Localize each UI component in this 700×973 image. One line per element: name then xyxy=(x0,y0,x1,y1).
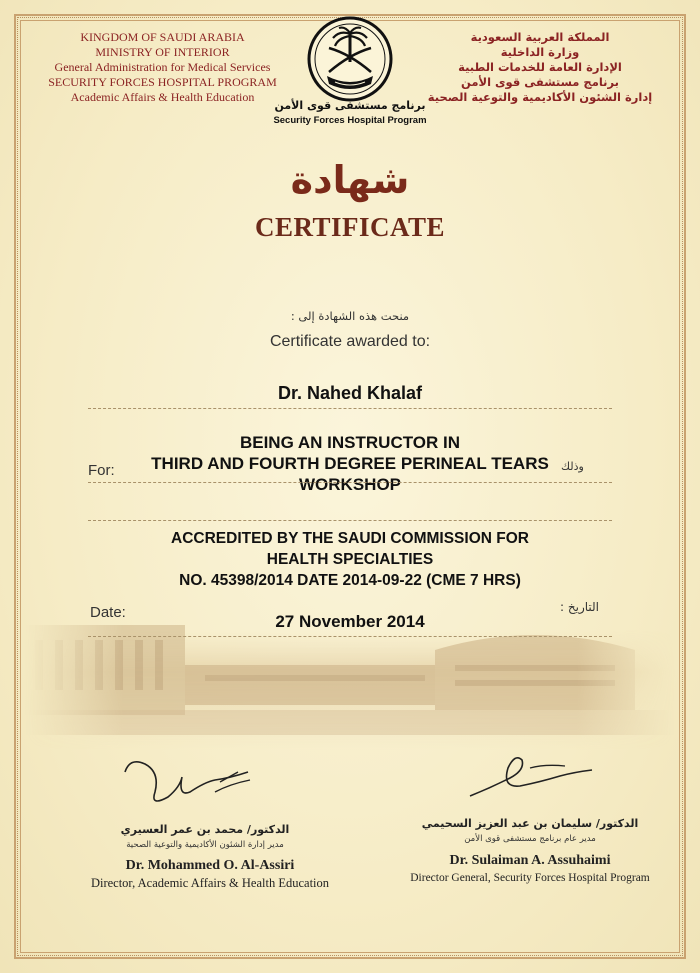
awarded-to-english: Certificate awarded to: xyxy=(269,333,431,350)
awarded-to-arabic: منحت هذه الشهادة إلى : xyxy=(290,309,410,323)
purpose-dotted-line xyxy=(88,520,612,521)
left-signature-icon xyxy=(120,752,260,812)
title-arabic: شهادة xyxy=(290,158,410,202)
for-dotted-line xyxy=(88,482,612,483)
for-label-arabic: وذلك xyxy=(561,460,584,473)
right-signatory-name: Dr. Sulaiman A. Assuhaimi xyxy=(449,853,611,868)
header-en-line3: General Administration for Medical Services xyxy=(54,60,271,74)
header-ar-line1: المملكة العربية السعودية xyxy=(470,30,610,44)
emblem-caption-english: Security Forces Hospital Program xyxy=(273,115,427,126)
left-signatory-name: Dr. Mohammed O. Al-Assiri xyxy=(125,858,295,873)
english-header xyxy=(35,30,290,105)
right-signatory-name-arabic: الدكتور/ سليمان بن عبد العزيز السحيمي xyxy=(421,817,639,830)
date-label-arabic: التاريخ : xyxy=(560,600,600,614)
accreditation-line3: NO. 45398/2014 DATE 2014-09-22 (CME 7 HRS) xyxy=(179,572,521,589)
date-label: Date: xyxy=(90,604,126,621)
purpose-line1: BEING AN INSTRUCTOR IN xyxy=(239,433,461,452)
for-label: For: xyxy=(88,462,115,479)
header-ar-line2: وزارة الداخلية xyxy=(500,45,580,59)
date-value: 27 November 2014 xyxy=(275,612,425,631)
header-en-line4: SECURITY FORCES HOSPITAL PROGRAM xyxy=(48,75,277,89)
right-signatory-title: Director General, Security Forces Hospital Program xyxy=(410,872,650,884)
purpose-text xyxy=(100,432,600,495)
recipient-dotted-line xyxy=(88,408,612,409)
purpose-line3: WORKSHOP xyxy=(299,475,401,494)
accreditation-line1: ACCREDITED BY THE SAUDI COMMISSION FOR xyxy=(171,530,529,547)
left-signatory-name-arabic: الدكتور/ محمد بن عمر العسيري xyxy=(120,823,290,836)
header-en-line1: KINGDOM OF SAUDI ARABIA xyxy=(80,30,245,44)
header-ar-line4: برنامج مستشفى قوى الأمن xyxy=(461,75,619,89)
accreditation-line2: HEALTH SPECIALTIES xyxy=(266,551,434,568)
right-signature-icon xyxy=(460,748,600,803)
recipient-name: Dr. Nahed Khalaf xyxy=(277,383,423,403)
arabic-header xyxy=(415,30,665,105)
hospital-building-image xyxy=(25,610,675,770)
date-dotted-line xyxy=(88,636,612,637)
left-signatory-title: Director, Academic Affairs & Health Education xyxy=(90,876,330,890)
emblem-caption-arabic: برنامج مستشفى قوى الأمن xyxy=(274,99,426,112)
left-signatory-title-arabic: مدير إدارة الشئون الأكاديمية والتوعية الصحية xyxy=(126,840,284,850)
header-en-line2: MINISTRY OF INTERIOR xyxy=(95,45,230,59)
saudi-emblem-icon xyxy=(305,14,395,104)
header-ar-line5: إدارة الشئون الأكاديمية والتوعية الصحية xyxy=(427,90,653,104)
header-en-line5: Academic Affairs & Health Education xyxy=(70,90,255,104)
right-signatory-title-arabic: مدير عام برنامج مستشفى قوى الأمن xyxy=(464,834,596,844)
header-ar-line3: الإدارة العامة للخدمات الطبية xyxy=(458,60,622,74)
purpose-line2: THIRD AND FOURTH DEGREE PERINEAL TEARS xyxy=(151,454,549,473)
accreditation-text xyxy=(100,528,600,591)
title-english: CERTIFICATE xyxy=(254,212,446,242)
